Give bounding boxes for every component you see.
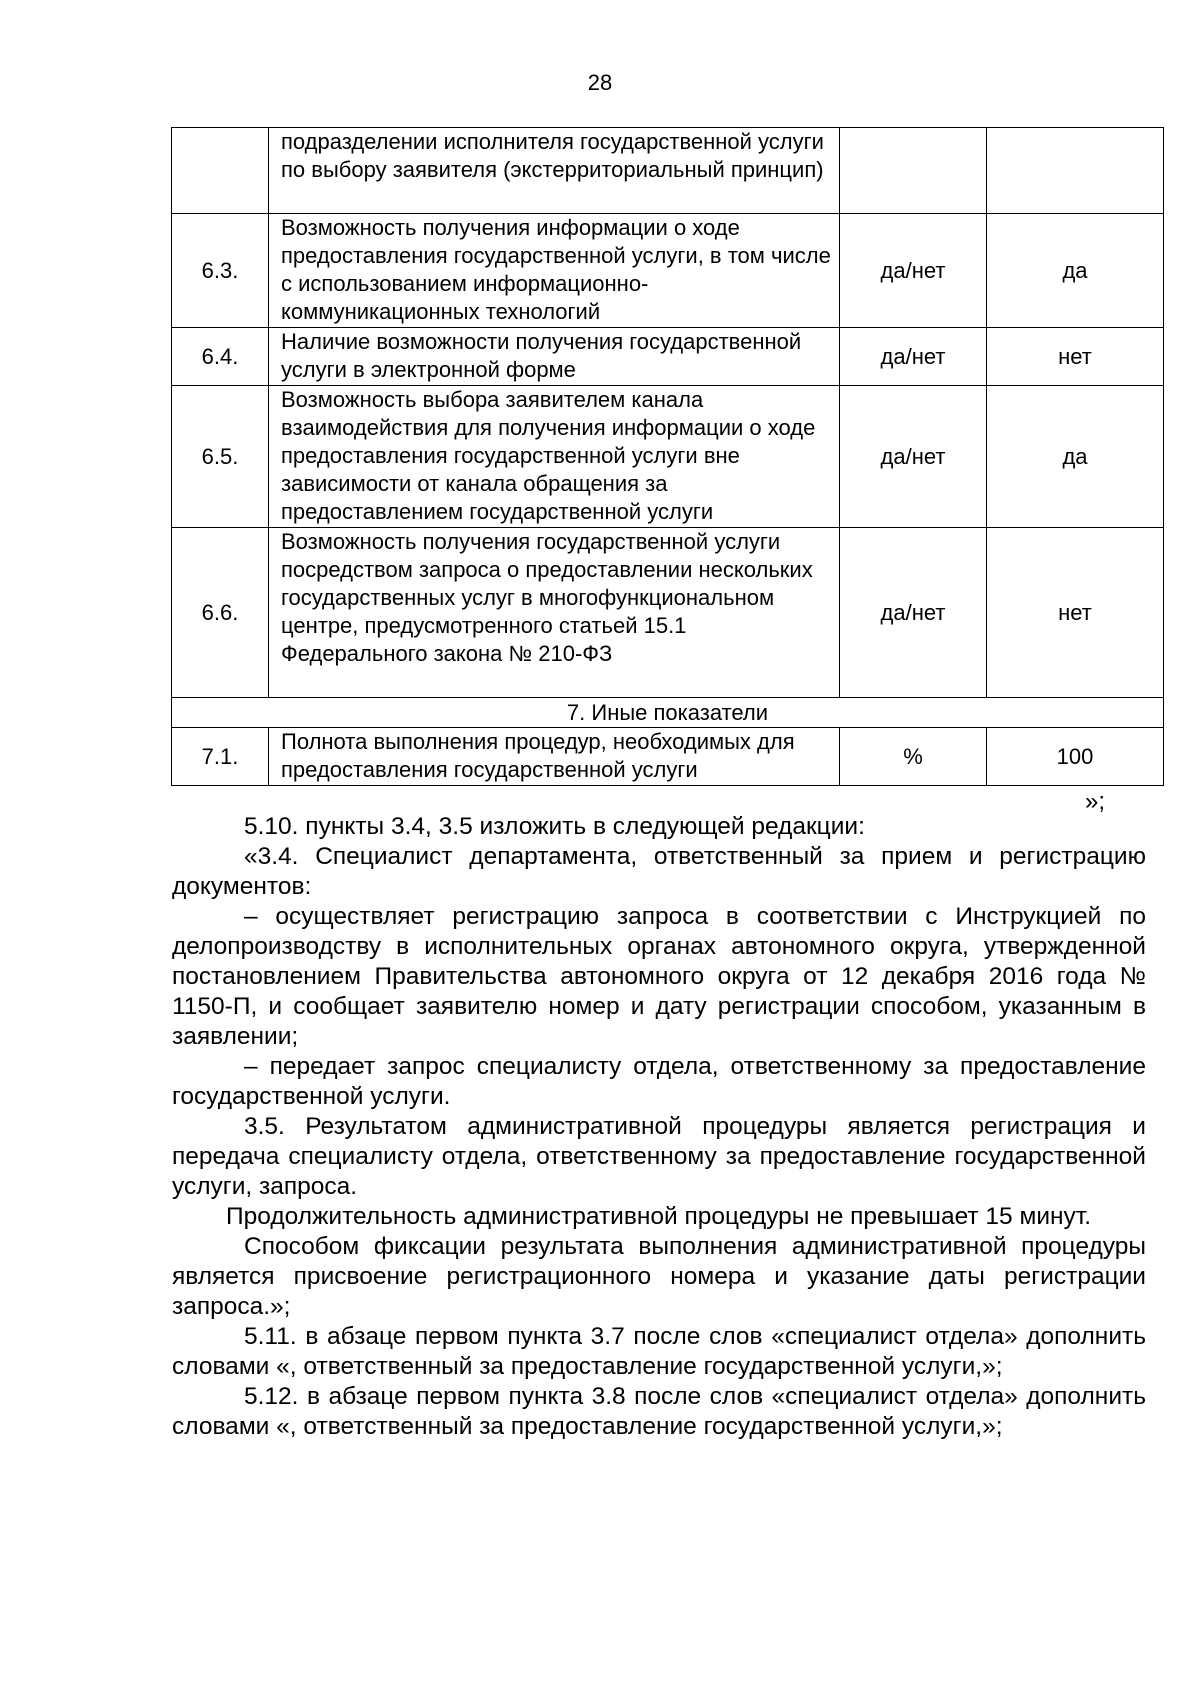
table-row — [172, 128, 1164, 214]
closing-quote: »; — [1085, 788, 1106, 815]
table-row — [172, 528, 1164, 698]
indicator-value: 100 — [987, 728, 1164, 786]
indicator-unit: да/нет — [840, 328, 987, 386]
paragraph: 3.5. Результатом административной процедуры является регистрация и передача специалисту отдела, ответственному за предоставление государственной услуги, запроса. — [172, 1113, 1146, 1200]
row-number: 7.1. — [172, 728, 269, 786]
indicator-unit: % — [840, 728, 987, 786]
indicators-table — [171, 127, 1164, 786]
row-number: 6.5. — [172, 386, 269, 528]
paragraph: 5.11. в абзаце первом пункта 3.7 после слов «специалист отдела» дополнить словами «, ответственный за предоставление государственной услуги,»; — [172, 1323, 1146, 1380]
row-number: 6.3. — [172, 214, 269, 328]
indicator-unit: да/нет — [840, 386, 987, 528]
indicator-name: подразделении исполнителя государственной услуги по выбору заявителя (экстерриториальный принцип) — [269, 128, 840, 214]
indicator-value: да — [987, 386, 1164, 528]
indicator-unit: да/нет — [840, 528, 987, 698]
paragraph: Способом фиксации результата выполнения административной процедуры является присвоение регистрационного номера и указание даты регистрации запроса.»; — [172, 1233, 1146, 1320]
table-row — [172, 214, 1164, 328]
row-number — [172, 128, 269, 214]
indicator-name: Полнота выполнения процедур, необходимых для предоставления государственной услуги — [269, 728, 840, 786]
body-text — [172, 812, 1146, 1442]
page-number: 28 — [587, 70, 613, 95]
indicator-value: нет — [987, 528, 1164, 698]
indicator-name: Возможность получения информации о ходе предоставления государственной услуги, в том числе с использованием информационно-коммуникационных технологий — [269, 214, 840, 328]
indicator-value: да — [987, 214, 1164, 328]
paragraph: Продолжительность административной процедуры не превышает 15 минут. — [226, 1203, 1092, 1230]
table-row — [172, 328, 1164, 386]
paragraph: «3.4. Специалист департамента, ответственный за прием и регистрацию документов: — [172, 843, 1146, 900]
indicator-value: нет — [987, 328, 1164, 386]
paragraph: – осуществляет регистрацию запроса в соответствии с Инструкцией по делопроизводству в исполнительных органах автономного округа, утвержденной постановлением Правительства автономного округа от 12 декабря 2016 года № 1150-П, и сообщает заявителю номер и дату регистрации способом, указанным в заявлении; — [172, 903, 1146, 1050]
section-heading: 7. Иные показатели — [172, 698, 1164, 728]
paragraph: 5.10. пункты 3.4, 3.5 изложить в следующей редакции: — [244, 813, 865, 840]
table-row — [172, 728, 1164, 786]
indicator-name: Возможность получения государственной услуги посредством запроса о предоставлении нескольких государственных услуг в многофункциональном центре, предусмотренного статьей 15.1 Федерального закона № 210-ФЗ — [269, 528, 840, 698]
row-number: 6.4. — [172, 328, 269, 386]
indicator-name: Наличие возможности получения государственной услуги в электронной форме — [269, 328, 840, 386]
paragraph: 5.12. в абзаце первом пункта 3.8 после слов «специалист отдела» дополнить словами «, ответственный за предоставление государственной услуги,»; — [172, 1383, 1146, 1440]
indicator-name: Возможность выбора заявителем канала взаимодействия для получения информации о ходе предоставления государственной услуги вне зависимости от канала обращения за предоставлением государственной услуги — [269, 386, 840, 528]
row-number: 6.6. — [172, 528, 269, 698]
paragraph: – передает запрос специалисту отдела, ответственному за предоставление государственной услуги. — [172, 1053, 1146, 1110]
indicator-unit — [840, 128, 987, 214]
table-row — [172, 386, 1164, 528]
indicator-unit: да/нет — [840, 214, 987, 328]
table-section-row — [172, 698, 1164, 728]
indicator-value — [987, 128, 1164, 214]
